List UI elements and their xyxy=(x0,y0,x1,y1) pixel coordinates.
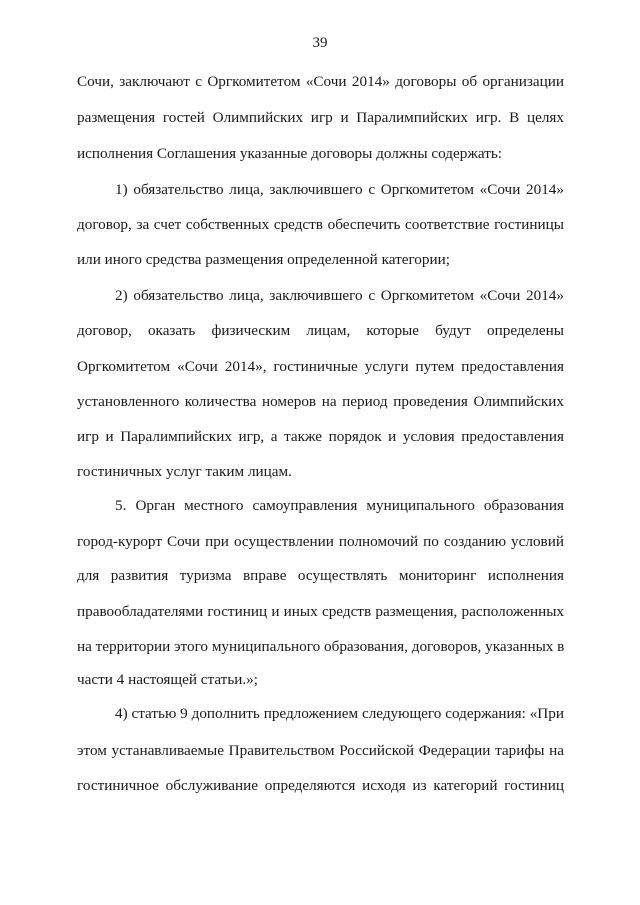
text-line: Оргкомитетом «Сочи 2014», гостиничные услуги путем предоставления xyxy=(77,358,564,375)
page-number: 39 xyxy=(312,35,328,51)
text-line: 1) обязательство лица, заключившего с Оргкомитетом «Сочи 2014» xyxy=(115,181,564,198)
text-line: 5. Орган местного самоуправления муниципального образования xyxy=(115,497,564,514)
text-line: гостиничное обслуживание определяются исходя из категорий гостиниц xyxy=(77,777,564,794)
text-line: этом устанавливаемые Правительством Российской Федерации тарифы на xyxy=(77,742,564,759)
text-line: 2) обязательство лица, заключившего с Оргкомитетом «Сочи 2014» xyxy=(115,287,564,304)
text-line: или иного средства размещения определенной категории; xyxy=(77,251,450,268)
text-line: договор, за счет собственных средств обеспечить соответствие гостиницы xyxy=(77,216,564,233)
text-line: на территории этого муниципального образования, договоров, указанных в xyxy=(77,638,565,655)
text-line: для развития туризма вправе осуществлять мониторинг исполнения xyxy=(77,567,564,584)
text-line: Сочи, заключают с Оргкомитетом «Сочи 2014» договоры об организации xyxy=(77,73,564,90)
text-line: 4) статью 9 дополнить предложением следующего содержания: «При xyxy=(115,705,564,722)
text-line: гостиничных услуг таким лицам. xyxy=(77,463,292,480)
text-line: установленного количества номеров на период проведения Олимпийских xyxy=(77,393,564,410)
text-line: договор, оказать физическим лицам, которые будут определены xyxy=(77,322,564,339)
text-line: правообладателями гостиниц и иных средств размещения, расположенных xyxy=(77,603,564,620)
text-line: части 4 настоящей статьи.»; xyxy=(77,671,258,688)
text-line: игр и Паралимпийских игр, а также порядок и условия предоставления xyxy=(77,428,564,445)
text-line: город-курорт Сочи при осуществлении полномочий по созданию условий xyxy=(77,533,564,550)
text-line: исполнения Соглашения указанные договоры должны содержать: xyxy=(77,145,502,162)
text-line: размещения гостей Олимпийских игр и Паралимпийских игр. В целях xyxy=(77,109,564,126)
